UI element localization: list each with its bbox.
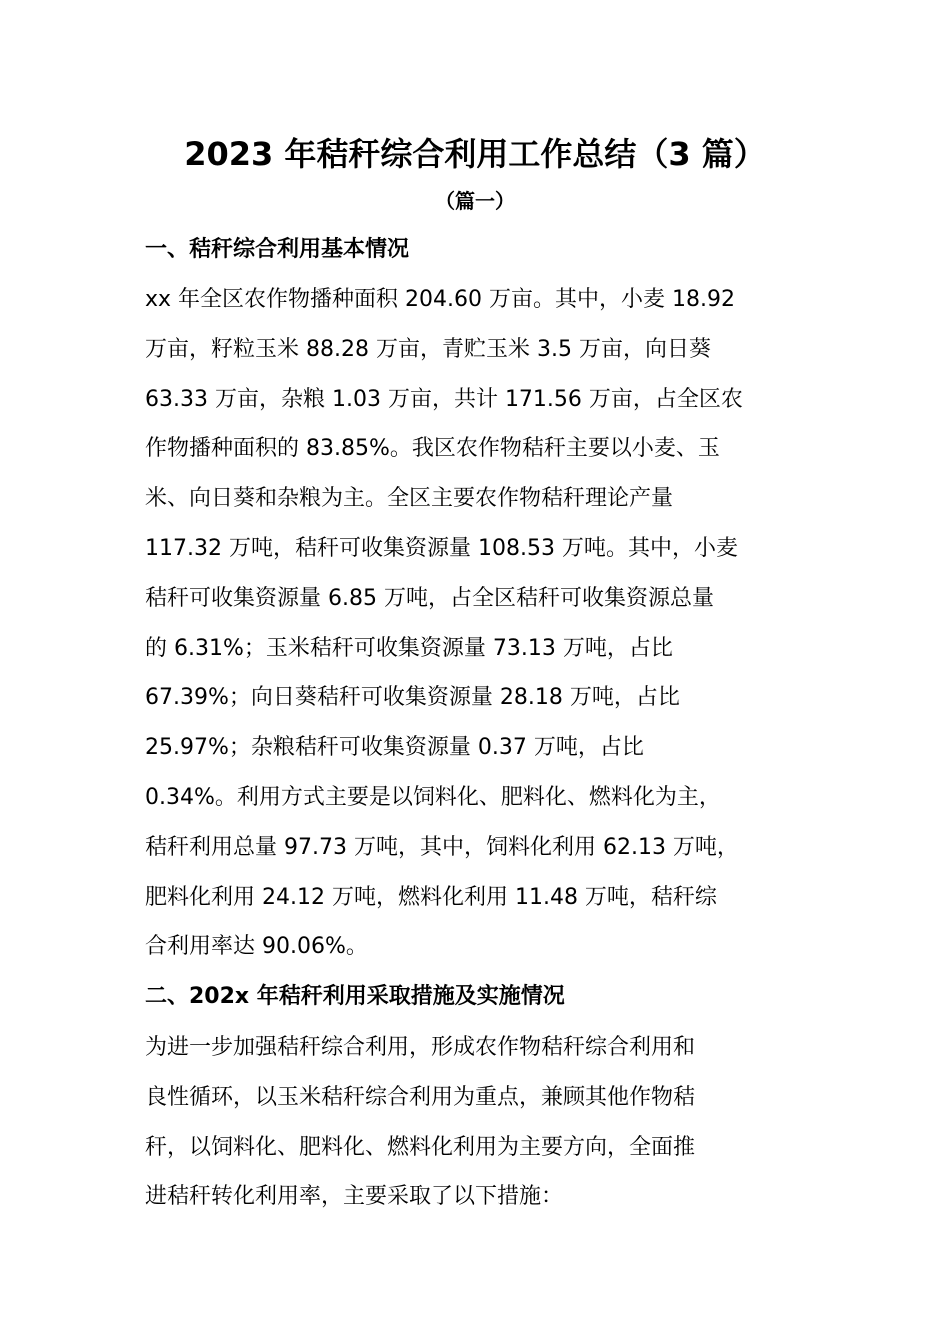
paragraph-line: 作物播种面积的 83.85%。我区农作物秸秆主要以小麦、玉 — [145, 436, 720, 462]
paragraph-line: 117.32 万吨，秸秆可收集资源量 108.53 万吨。其中，小麦 — [145, 535, 738, 561]
paragraph-line: 为进一步加强秸秆综合利用，形成农作物秸秆综合利用和 — [145, 1035, 696, 1060]
document-subtitle: （篇一） — [435, 189, 515, 213]
document-title: 2023 年秸秆综合利用工作总结（3 篇） — [184, 135, 766, 173]
paragraph-line: 25.97%；杂粮秸秆可收集资源量 0.37 万吨，占比 — [145, 735, 644, 761]
section-heading-1: 一、秸秆综合利用基本情况 — [145, 237, 410, 262]
paragraph-line: 万亩，籽粒玉米 88.28 万亩，青贮玉米 3.5 万亩，向日葵 — [145, 336, 711, 362]
section-1-paragraph — [145, 275, 825, 972]
section-2-paragraph — [145, 1023, 825, 1222]
paragraph-line: 秸秆利用总量 97.73 万吨，其中，饲料化利用 62.13 万吨， — [145, 834, 739, 860]
paragraph-line: 秸秆可收集资源量 6.85 万吨，占全区秸秆可收集资源总量 — [145, 585, 714, 611]
paragraph-line: 的 6.31%；玉米秸秆可收集资源量 73.13 万吨，占比 — [145, 635, 673, 661]
paragraph-line: 米、向日葵和杂粮为主。全区主要农作物秸秆理论产量 — [145, 486, 674, 512]
paragraph-line: 良性循环，以玉米秸秆综合利用为重点，兼顾其他作物秸 — [145, 1084, 696, 1110]
paragraph-line: 合利用率达 90.06%。 — [145, 934, 368, 960]
paragraph-line: 0.34%。利用方式主要是以饲料化、肥料化、燃料化为主， — [145, 784, 721, 810]
paragraph-line: 肥料化利用 24.12 万吨，燃料化利用 11.48 万吨，秸秆综 — [145, 884, 717, 910]
paragraph-line: 进秸秆转化利用率，主要采取了以下措施： — [145, 1184, 564, 1210]
paragraph-line: 63.33 万亩，杂粮 1.03 万亩，共计 171.56 万亩，占全区农 — [145, 386, 743, 412]
paragraph-line: xx 年全区农作物播种面积 204.60 万亩。其中，小麦 18.92 — [145, 287, 735, 312]
section-heading-2: 二、202x 年秸秆利用采取措施及实施情况 — [145, 984, 565, 1009]
paragraph-line: 秆，以饲料化、肥料化、燃料化利用为主要方向，全面推 — [145, 1134, 696, 1160]
paragraph-line: 67.39%；向日葵秸秆可收集资源量 28.18 万吨，占比 — [145, 685, 680, 711]
